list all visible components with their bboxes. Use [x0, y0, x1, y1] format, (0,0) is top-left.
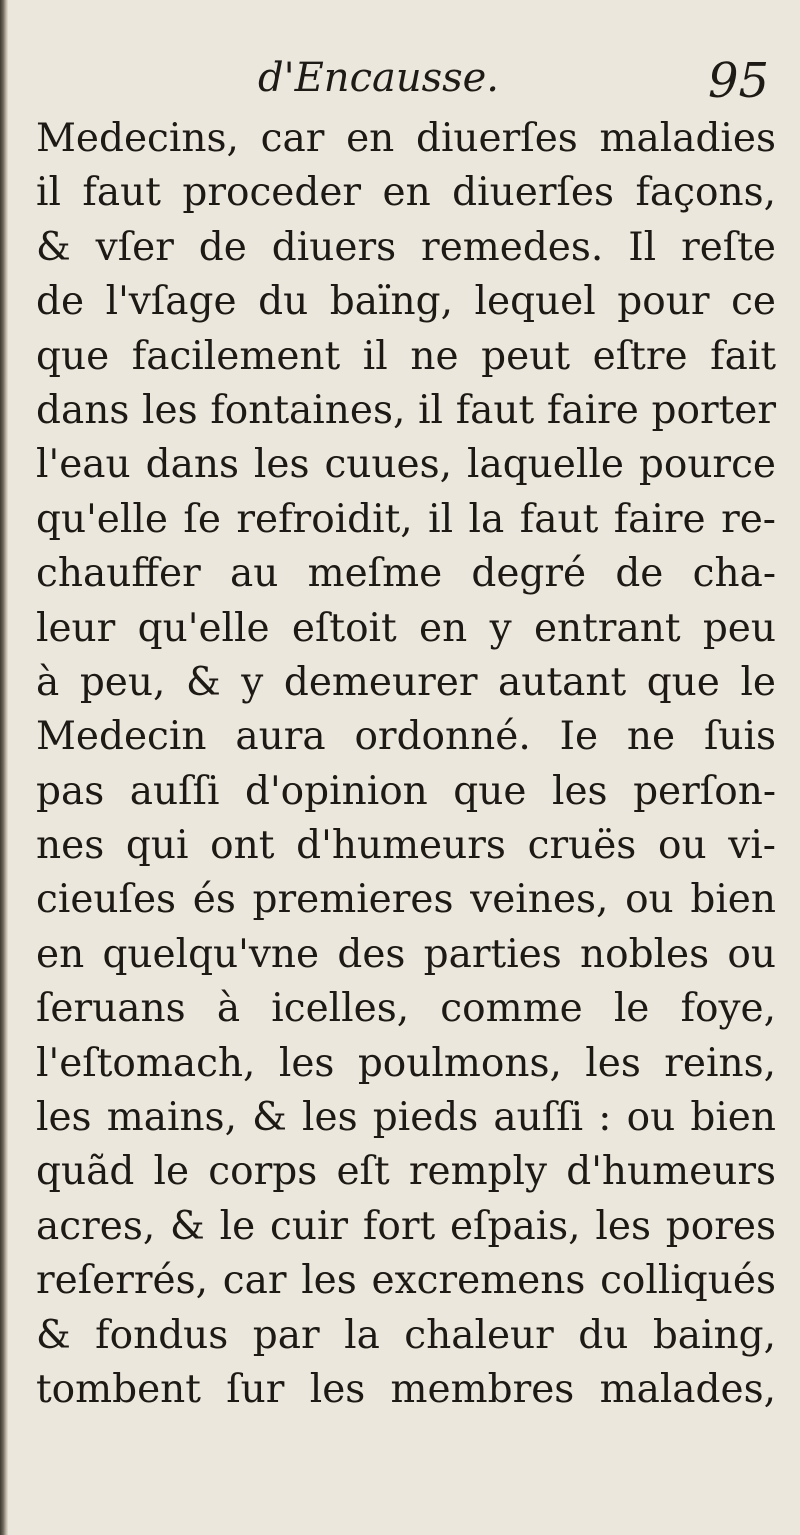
text-line: ſeruans à icelles, comme le foye,	[36, 986, 776, 1032]
page-binding-edge	[0, 0, 8, 1535]
text-line: à peu, & y demeurer autant que le	[36, 659, 776, 705]
text-line: nes qui ont d'humeurs cruës ou vi-	[36, 823, 776, 869]
text-line: Medecins, car en diuerſes maladies	[36, 116, 776, 161]
text-line: tombent ſur les membres malades,	[36, 1366, 776, 1412]
text-line: Medecin aura ordonné. Ie ne ſuis	[36, 714, 776, 760]
text-line: il faut proceder en diuerſes façons,	[36, 170, 776, 216]
text-line: l'eau dans les cuues, laquelle pource	[36, 442, 776, 488]
text-line: les mains, & les pieds auſſi : ou bien	[36, 1095, 776, 1141]
text-line: dans les fontaines, il faut faire porter	[36, 387, 776, 433]
text-line: de l'vſage du baïng, lequel pour ce	[36, 279, 776, 325]
text-line: leur qu'elle eſtoit en y entrant peu	[36, 605, 776, 651]
text-line: en quelqu'vne des parties nobles ou	[36, 931, 776, 977]
text-line: pas auſſi d'opinion que les perſon-	[36, 768, 776, 814]
running-head: d'Encausse.	[258, 55, 500, 101]
page-number: 95	[708, 53, 770, 109]
text-line: qu'elle ſe refroidit, il la faut faire re-	[36, 496, 776, 542]
page-header	[0, 55, 800, 115]
text-line: reſerrés, car les excremens colliqués	[36, 1258, 776, 1304]
text-line: quãd le corps eſt remply d'humeurs	[36, 1149, 776, 1195]
text-line: que facilement il ne peut eſtre fait	[36, 333, 776, 379]
text-line: & fondus par la chaleur du baing,	[36, 1312, 776, 1358]
body-text	[36, 112, 776, 1417]
text-line: & vſer de diuers remedes. Il reſte	[36, 224, 776, 270]
text-line: acres, & le cuir fort eſpais, les pores	[36, 1203, 776, 1249]
text-line: l'eſtomach, les poulmons, les reins,	[36, 1040, 776, 1086]
text-line: cieuſes és premieres veines, ou bien	[36, 877, 776, 923]
text-line: chauffer au meſme degré de cha-	[36, 551, 776, 597]
